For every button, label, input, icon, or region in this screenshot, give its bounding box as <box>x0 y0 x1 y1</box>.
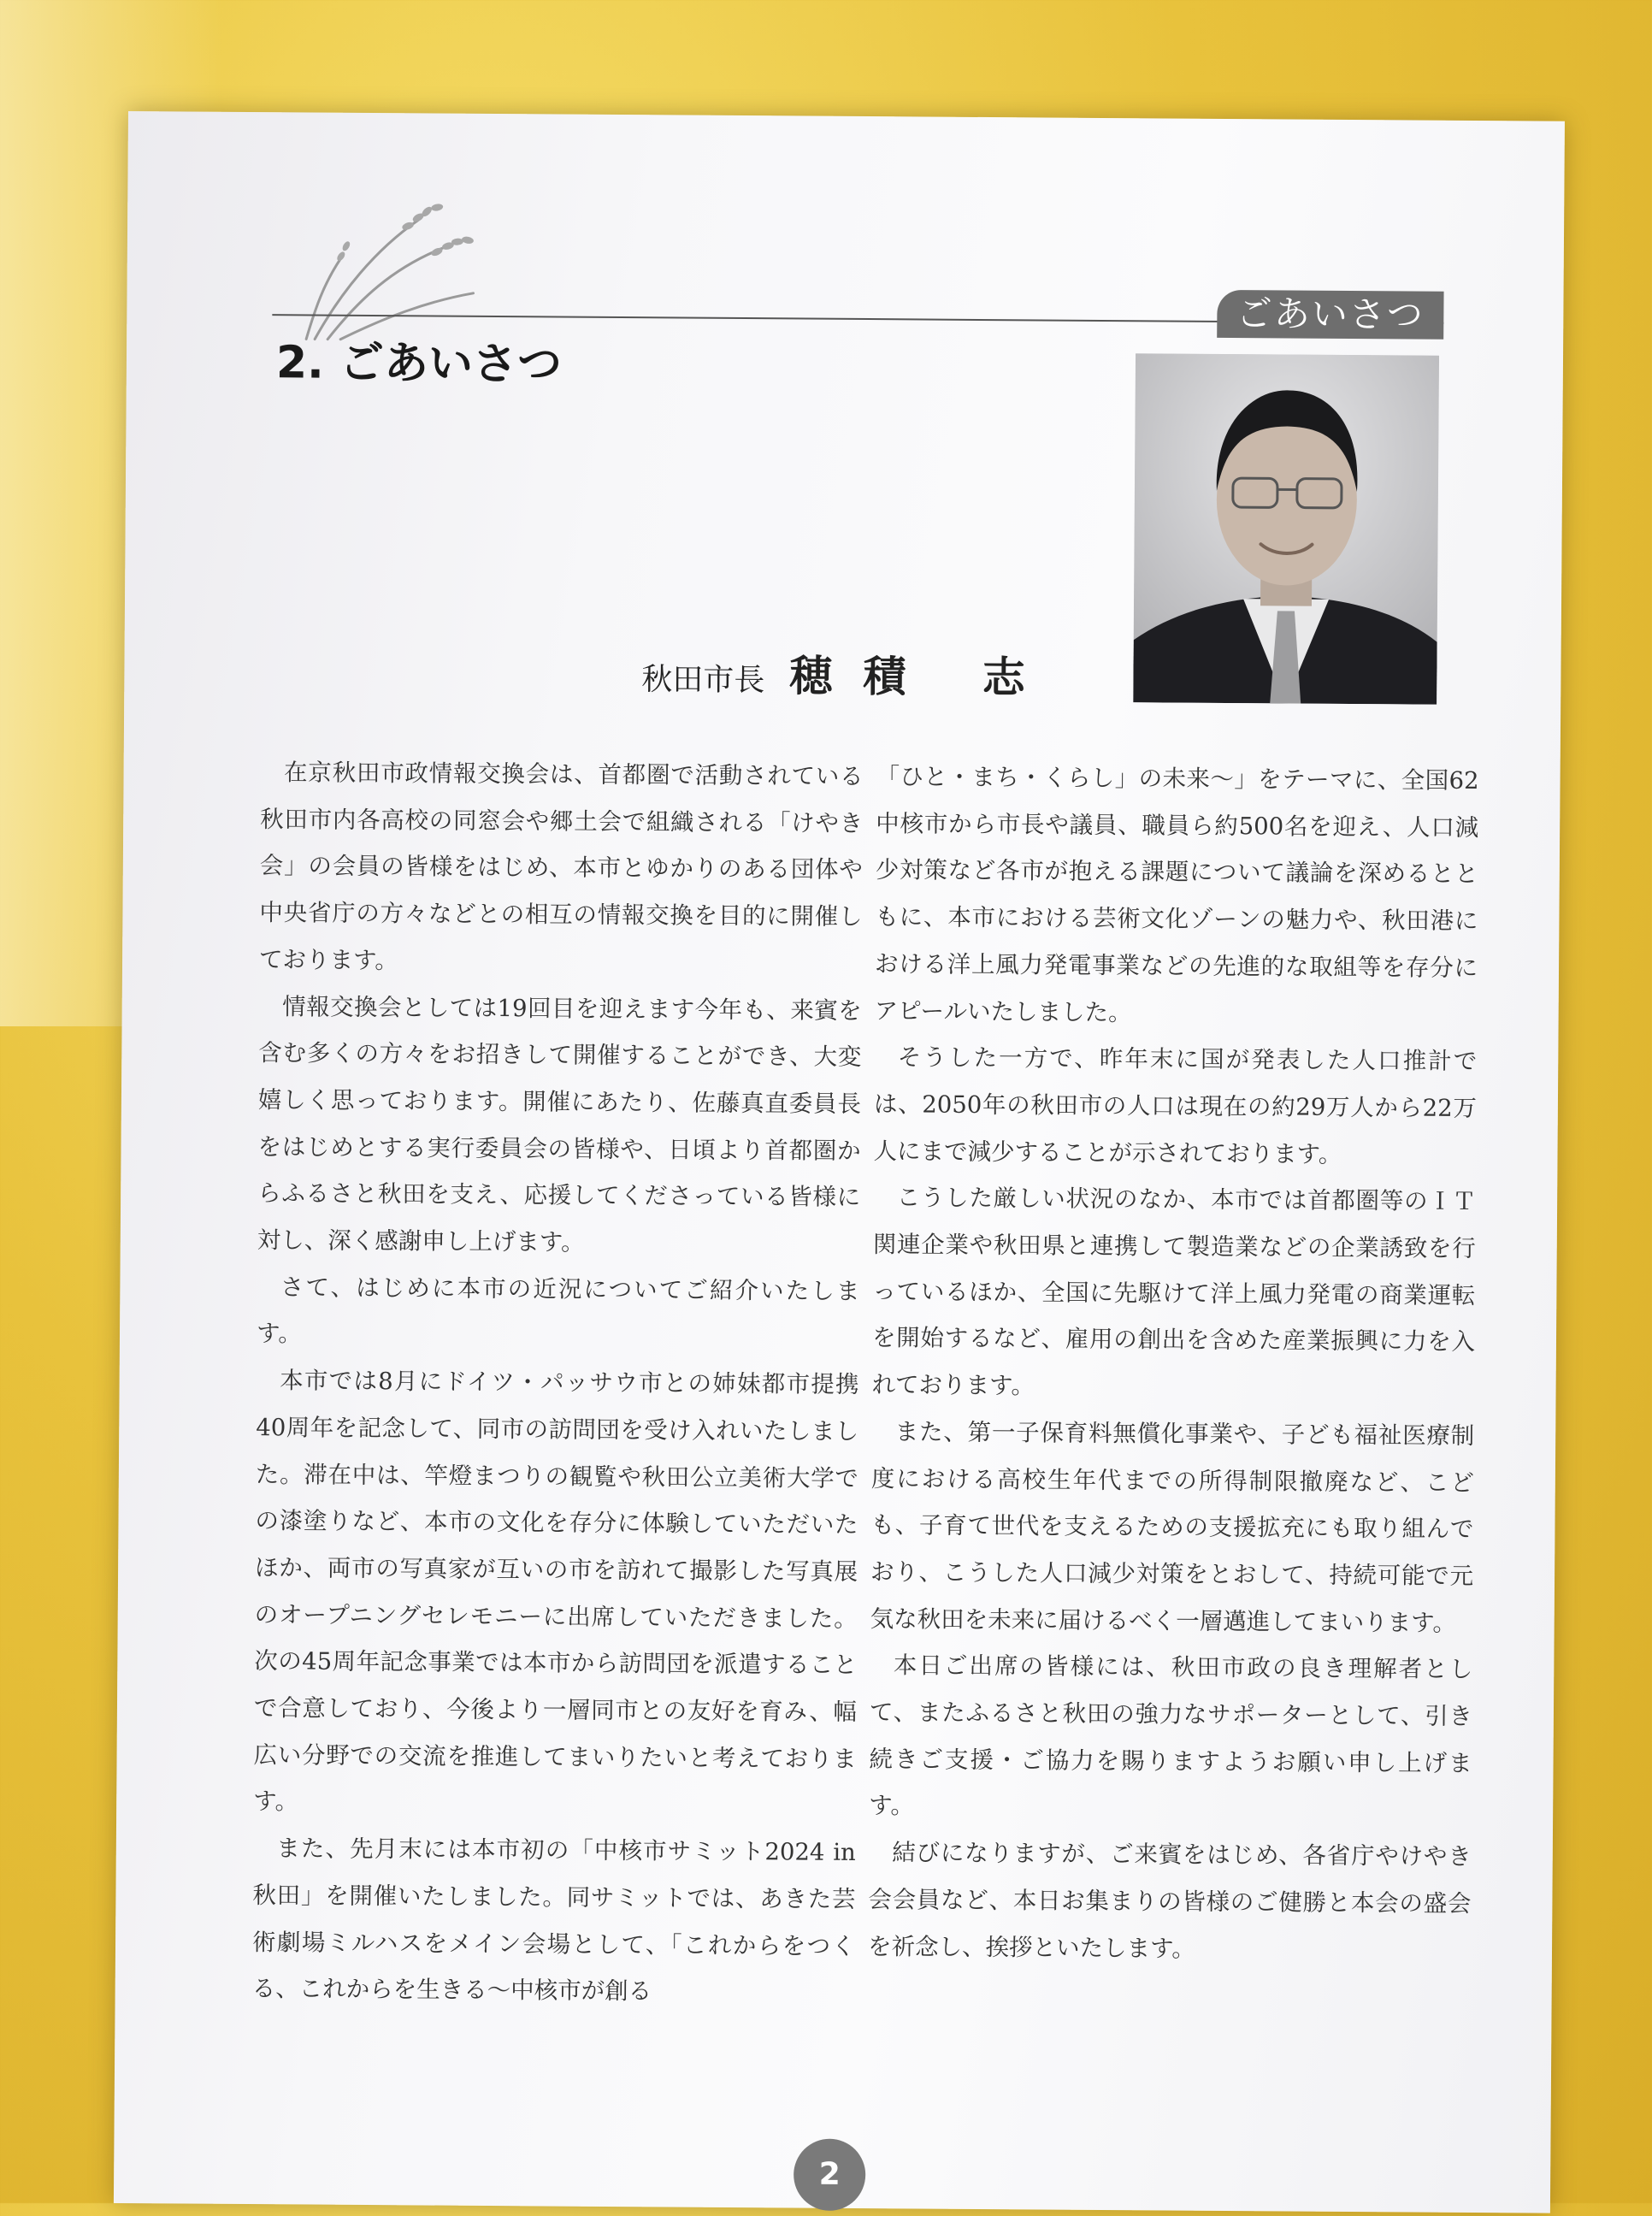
paragraph: また、第一子保育料無償化事業や、子ども福祉医療制度における高校生年代までの所得制限撤廃など、こども、子育て世代を支えるための支援拡充にも取り組んでおり、こうした人口減少対策をとおして、持続可能で元気な秋田を未来に届けるべく一層邁進してまいります。 <box>870 1409 1475 1646</box>
body-column-left <box>251 749 863 2017</box>
paragraph: 情報交換会としては19回目を迎えます今年も、来賓を含む多くの方々をお招きして開催することができ、大変嬉しく思っております。開催にあたり、佐藤真直委員長をはじめとする実行委員会の皆様や、日頃より首都圏からふるさと秋田を支え、応援してくださっている皆様に対し、深く感謝申し上げます。 <box>257 984 862 1268</box>
paragraph-continuation: 「ひと・まち・くらし」の未来～」をテーマに、全国62中核市から市長や議員、職員ら約500名を迎え、人口減少対策など各市が抱える課題について議論を深めるとともに、本市における芸術文化ゾーンの魅力や、秋田港における洋上風力発電事業などの先進的な取組等を存分にアピールいたしました。 <box>874 753 1478 1038</box>
paragraph: さて、はじめに本市の近況についてご紹介いたします。 <box>257 1264 860 1362</box>
paragraph: 結びになりますが、ご来賓をはじめ、各省庁やけやき会会員など、本日お集まりの皆様のご健勝と本会の盛会を祈念し、挨拶といたします。 <box>868 1829 1472 1974</box>
document-page <box>114 111 1565 2213</box>
paragraph: 本日ご出席の皆様には、秋田市政の良き理解者として、またふるさと秋田の強力なサポーターとして、引き続きご支援・ご協力を賜りますようお願い申し上げます。 <box>869 1642 1473 1834</box>
mayor-portrait-photo <box>1133 353 1439 704</box>
paragraph: こうした厳しい状況のなか、本市では首都圏等のＩＴ関連企業や秋田県と連携して製造業などの企業誘致を行っているほか、全国に先駆けて洋上風力発電の商業運転を開始するなど、雇用の創出を含めた産業振興に力を入れております。 <box>871 1174 1476 1412</box>
speaker-block <box>641 641 1056 705</box>
page-number: 2 <box>794 2138 866 2211</box>
section-tab: ごあいさつ <box>1217 290 1443 340</box>
paragraph: 在京秋田市政情報交換会は、首都圏で活動されている秋田市内各高校の同窓会や郷土会で組織される「けやき会」の会員の皆様をはじめ、本市とゆかりのある団体や中央省庁の方々などとの相互の情報交換を目的に開催しております。 <box>259 749 864 987</box>
rice-stalk-icon <box>289 172 487 345</box>
speaker-role: 秋田市長 <box>641 662 764 698</box>
paragraph: そうした一方で、昨年末に国が発表した人口推計では、2050年の秋田市の人口は現在の約29万人から22万人にまで減少することが示されております。 <box>873 1034 1477 1179</box>
paragraph: 本市では8月にドイツ・パッサウ市との姉妹都市提携40周年を記念して、同市の訪問団を受け入れいたしました。滞在中は、竿燈まつりの観覧や秋田公立美術大学での漆塗りなど、本市の文化を存分に体験していただいたほか、両市の写真家が互いの市を訪れて撮影した写真展のオープニングセレモニーに出席していただきました。次の45周年記念事業では本市から訪問団を派遣することで合意しており、今後より一層同市との友好を育み、幅広い分野での交流を推進してまいりたいと考えております。 <box>253 1357 859 1829</box>
paragraph: また、先月末には本市初の「中核市サミット2024 in 秋田」を開催いたしました。同サミットでは、あきた芸術劇場ミルハスをメイン会場として、「これからをつくる、これからを生きる～中核市が創る <box>251 1825 856 2017</box>
body-column-right <box>868 753 1479 1974</box>
page-title: 2. ごあいさつ <box>276 326 563 392</box>
speaker-name: 穂積 志 <box>789 650 1056 702</box>
